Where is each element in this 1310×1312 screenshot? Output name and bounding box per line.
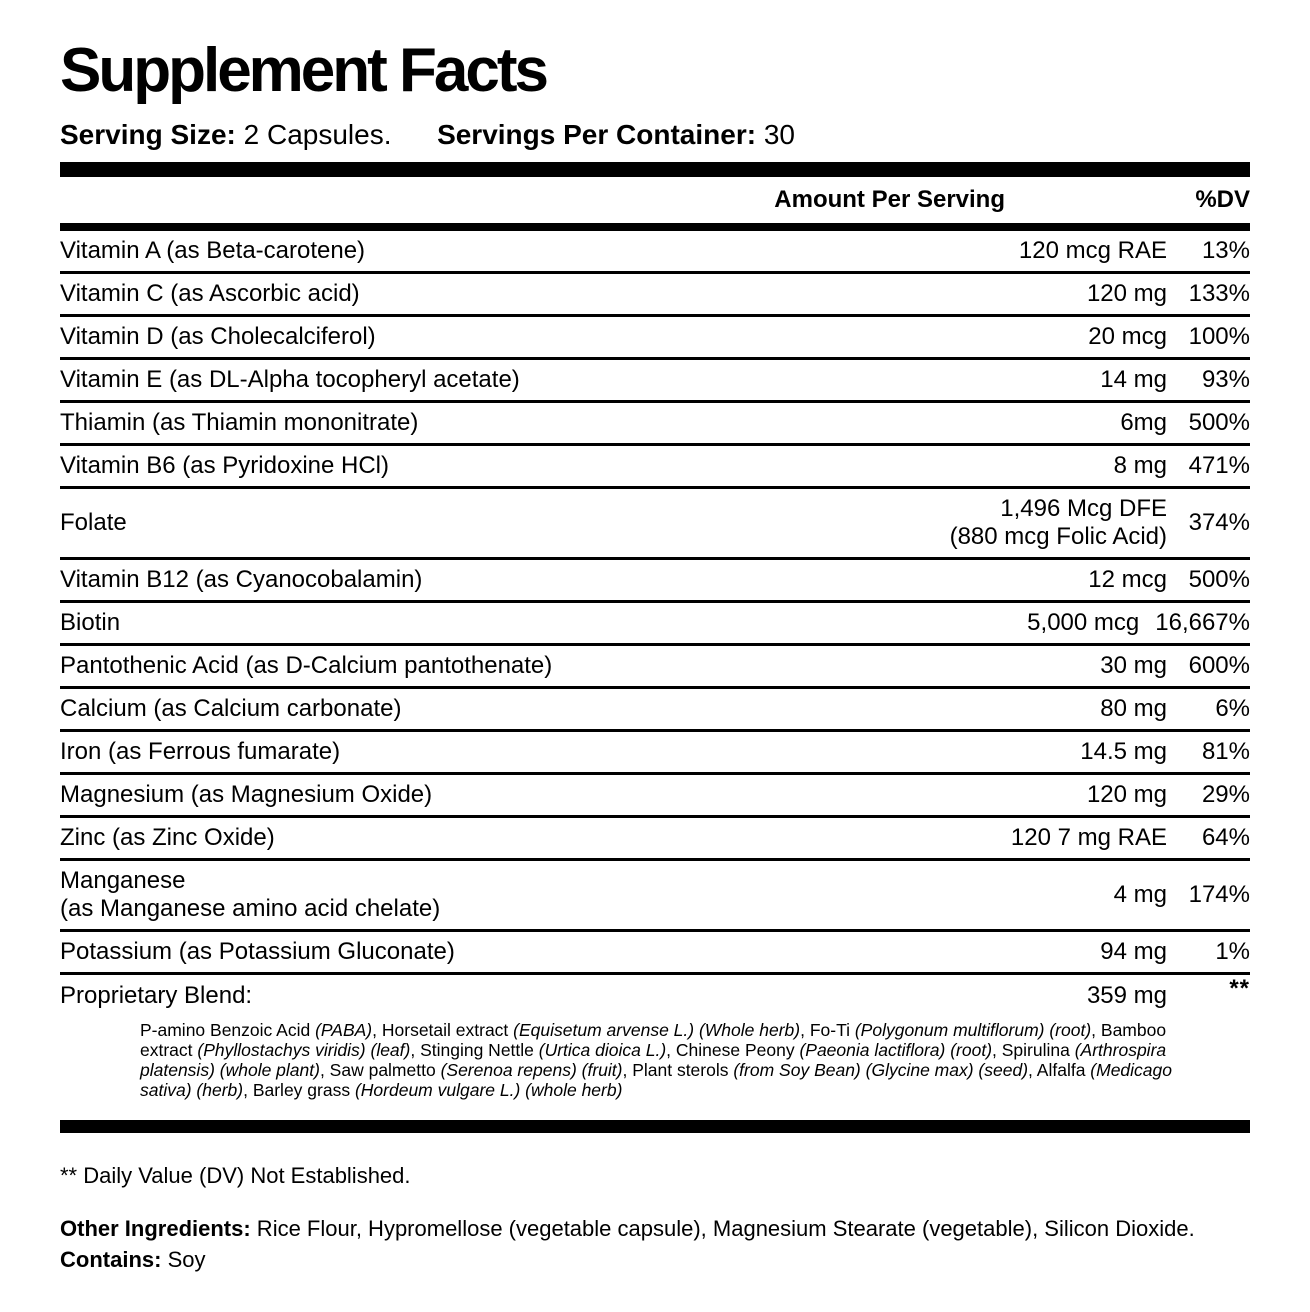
serving-size-label: Serving Size: (60, 119, 236, 150)
nutrient-amount-line: 14.5 mg (1080, 737, 1167, 765)
nutrient-amount (448, 781, 1167, 809)
nutrient-dv: 174% (1188, 880, 1250, 908)
nutrient-amount-line: 30 mg (1100, 651, 1167, 679)
contains-text: Soy (161, 1247, 206, 1273)
nutrient-name (60, 695, 401, 723)
nutrient-amount (471, 938, 1167, 966)
table-row (60, 489, 1250, 560)
page-title: Supplement Facts (60, 36, 546, 105)
nutrient-amount (268, 982, 1167, 1010)
percent-dv-header: %DV (1195, 185, 1250, 213)
table-row (60, 689, 1250, 732)
nutrient-name (60, 609, 120, 637)
nutrient-amount-line: 120 7 mg RAE (1010, 823, 1167, 851)
nutrient-name-line: Vitamin C (as Ascorbic acid) (60, 279, 360, 307)
blend-segment: (Hordeum vulgare L.) (whole herb) (354, 1079, 623, 1100)
blend-segment: , Bamboo extract (140, 1019, 1167, 1060)
nutrient-name (60, 938, 455, 966)
nutrient-name-line: Proprietary Blend: (60, 982, 253, 1010)
nutrient-name (60, 652, 552, 680)
nutrient-amount (438, 566, 1167, 594)
blend-segment: (Equisetum arvense L.) (Whole herb) (513, 1019, 801, 1040)
nutrient-name-line: Vitamin B12 (as Cyanocobalamin) (60, 565, 423, 593)
nutrient-dv: ** (1229, 975, 1250, 1003)
nutrient-name-line: Pantothenic Acid (as D-Calcium pantothenate) (60, 651, 553, 679)
nutrient-dv: 1% (1215, 937, 1250, 965)
blend-segment: (Polygonum multiflorum) (root) (854, 1019, 1092, 1040)
nutrient-amount (291, 824, 1167, 852)
nutrient-dv: 471% (1188, 451, 1250, 479)
nutrient-amount (381, 237, 1167, 265)
nutrient-amount-line: 120 mg (1086, 279, 1167, 307)
table-row (60, 818, 1250, 861)
table-row (60, 231, 1250, 274)
nutrient-amount (536, 366, 1167, 394)
table-row (60, 317, 1250, 360)
nutrient-name-line: Vitamin D (as Cholecalciferol) (60, 322, 376, 350)
nutrient-amount-line: 8 mg (1113, 451, 1167, 479)
nutrient-table (60, 231, 1250, 1018)
nutrient-amount-line: 6mg (1120, 408, 1167, 436)
nutrient-name (60, 867, 440, 923)
nutrient-amount-line: 120 mcg RAE (1018, 236, 1167, 264)
proprietary-blend-description (140, 1020, 1216, 1100)
blend-segment: , Horsetail extract (372, 1019, 514, 1040)
nutrient-name-line: Potassium (as Potassium Gluconate) (60, 937, 455, 965)
nutrient-amount-line: 4 mg (1113, 880, 1167, 908)
nutrient-amount (136, 609, 1139, 637)
nutrient-dv: 64% (1201, 823, 1250, 851)
nutrient-amount (143, 495, 1167, 551)
blend-segment: (PABA) (315, 1019, 373, 1040)
nutrient-name (60, 452, 389, 480)
nutrient-amount-line: 359 mg (1086, 982, 1167, 1010)
table-row (60, 560, 1250, 603)
nutrient-amount (568, 652, 1167, 680)
blend-segment: (Urtica dioica L.) (538, 1039, 667, 1060)
nutrient-name-line: Folate (60, 508, 127, 536)
nutrient-name (60, 323, 376, 351)
servings-per-container-value: 30 (763, 119, 795, 150)
nutrient-amount (434, 409, 1167, 437)
nutrient-name (60, 509, 127, 537)
table-row (60, 932, 1250, 975)
nutrient-name (60, 982, 252, 1010)
divider-thick-bottom (60, 1120, 1250, 1133)
nutrient-amount (392, 323, 1167, 351)
nutrient-amount (456, 881, 1167, 909)
nutrient-dv: 13% (1201, 236, 1250, 264)
nutrient-amount-line: 1,496 Mcg DFE (1000, 494, 1167, 522)
nutrient-amount-line: (880 mcg Folic Acid) (949, 522, 1167, 550)
nutrient-name-line: Thiamin (as Thiamin mononitrate) (60, 408, 419, 436)
other-ingredients (60, 1215, 1250, 1244)
nutrient-dv: 16,667% (1155, 608, 1250, 636)
table-row (60, 274, 1250, 317)
nutrient-name-line: (as Manganese amino acid chelate) (60, 894, 441, 922)
table-row (60, 861, 1250, 932)
serving-size-value: 2 Capsules. (243, 119, 392, 150)
divider-thick-top (60, 162, 1250, 177)
nutrient-name-line: Vitamin A (as Beta-carotene) (60, 236, 366, 264)
nutrient-amount-line: 20 mcg (1088, 322, 1167, 350)
blend-segment: (Medicago sativa) (herb) (140, 1059, 1173, 1100)
contains-statement (60, 1247, 1250, 1273)
blend-segment: (Serenoa repens) (fruit) (440, 1059, 623, 1080)
amount-per-serving-header: Amount Per Serving (774, 185, 1005, 213)
blend-segment: (Phyllostachys viridis) (leaf) (197, 1039, 411, 1060)
nutrient-amount-line: 12 mcg (1088, 565, 1167, 593)
table-row (60, 360, 1250, 403)
blend-segment: P-amino Benzoic Acid (140, 1019, 316, 1040)
nutrient-name (60, 738, 340, 766)
table-row (60, 732, 1250, 775)
other-ingredients-text: Rice Flour, Hypromellose (vegetable capsule), Magnesium Stearate (vegetable), Silicon Dioxide. (250, 1215, 1195, 1241)
blend-segment: (Paeonia lactiflora) (root) (799, 1039, 993, 1060)
nutrient-name-line: Biotin (60, 608, 121, 636)
blend-segment: , Fo-Ti (800, 1019, 855, 1040)
blend-segment: , Barley grass (243, 1079, 355, 1100)
blend-segment: (Arthrospira platensis) (whole plant) (140, 1039, 1167, 1080)
table-row (60, 646, 1250, 689)
nutrient-name-line: Magnesium (as Magnesium Oxide) (60, 780, 433, 808)
serving-info (60, 118, 1250, 152)
nutrient-amount-line: 80 mg (1100, 694, 1167, 722)
table-row (60, 446, 1250, 489)
table-header (60, 177, 1250, 223)
nutrient-dv: 133% (1188, 279, 1250, 307)
nutrient-amount (417, 695, 1167, 723)
nutrient-name (60, 280, 360, 308)
table-row (60, 975, 1250, 1018)
nutrient-amount (376, 280, 1167, 308)
divider-medium (60, 223, 1250, 231)
contains-label: Contains: (60, 1247, 162, 1273)
nutrient-dv: 500% (1188, 565, 1250, 593)
table-row (60, 775, 1250, 818)
nutrient-amount-line: 14 mg (1100, 365, 1167, 393)
nutrient-dv: 100% (1188, 322, 1250, 350)
nutrient-name-line: Vitamin B6 (as Pyridoxine HCl) (60, 451, 390, 479)
nutrient-name-line: Zinc (as Zinc Oxide) (60, 823, 275, 851)
nutrient-dv: 29% (1201, 780, 1250, 808)
nutrient-name-line: Iron (as Ferrous fumarate) (60, 737, 341, 765)
nutrient-name-line: Calcium (as Calcium carbonate) (60, 694, 402, 722)
dv-footnote: ** Daily Value (DV) Not Established. (60, 1162, 411, 1188)
nutrient-name (60, 237, 365, 265)
blend-segment: , Saw palmetto (319, 1059, 441, 1080)
nutrient-name-line: Manganese (60, 866, 186, 894)
blend-segment: , Spirulina (992, 1039, 1075, 1060)
nutrient-dv: 500% (1188, 408, 1250, 436)
blend-segment: (from Soy Bean) (Glycine max) (seed) (733, 1059, 1029, 1080)
nutrient-dv: 81% (1201, 737, 1250, 765)
other-ingredients-label: Other Ingredients: (60, 1215, 251, 1241)
nutrient-dv: 6% (1215, 694, 1250, 722)
blend-segment: , Plant sterols (622, 1059, 734, 1080)
nutrient-amount (356, 738, 1167, 766)
nutrient-dv: 374% (1188, 508, 1250, 536)
nutrient-name (60, 781, 432, 809)
nutrient-amount-line: 94 mg (1100, 937, 1167, 965)
servings-per-container-label: Servings Per Container: (437, 119, 757, 150)
blend-segment: , Alfalfa (1028, 1059, 1091, 1080)
nutrient-name (60, 409, 418, 437)
table-row (60, 603, 1250, 646)
nutrient-amount-line: 5,000 mcg (1027, 608, 1140, 636)
blend-segment: , Chinese Peony (666, 1039, 800, 1060)
nutrient-name (60, 566, 422, 594)
nutrient-name-line: Vitamin E (as DL-Alpha tocopheryl acetate) (60, 365, 520, 393)
nutrient-amount-line: 120 mg (1086, 780, 1167, 808)
nutrient-dv: 93% (1201, 365, 1250, 393)
nutrient-amount (405, 452, 1167, 480)
blend-segment: , Stinging Nettle (410, 1039, 539, 1060)
table-row (60, 403, 1250, 446)
nutrient-name (60, 824, 275, 852)
nutrient-dv: 600% (1188, 651, 1250, 679)
nutrient-name (60, 366, 520, 394)
